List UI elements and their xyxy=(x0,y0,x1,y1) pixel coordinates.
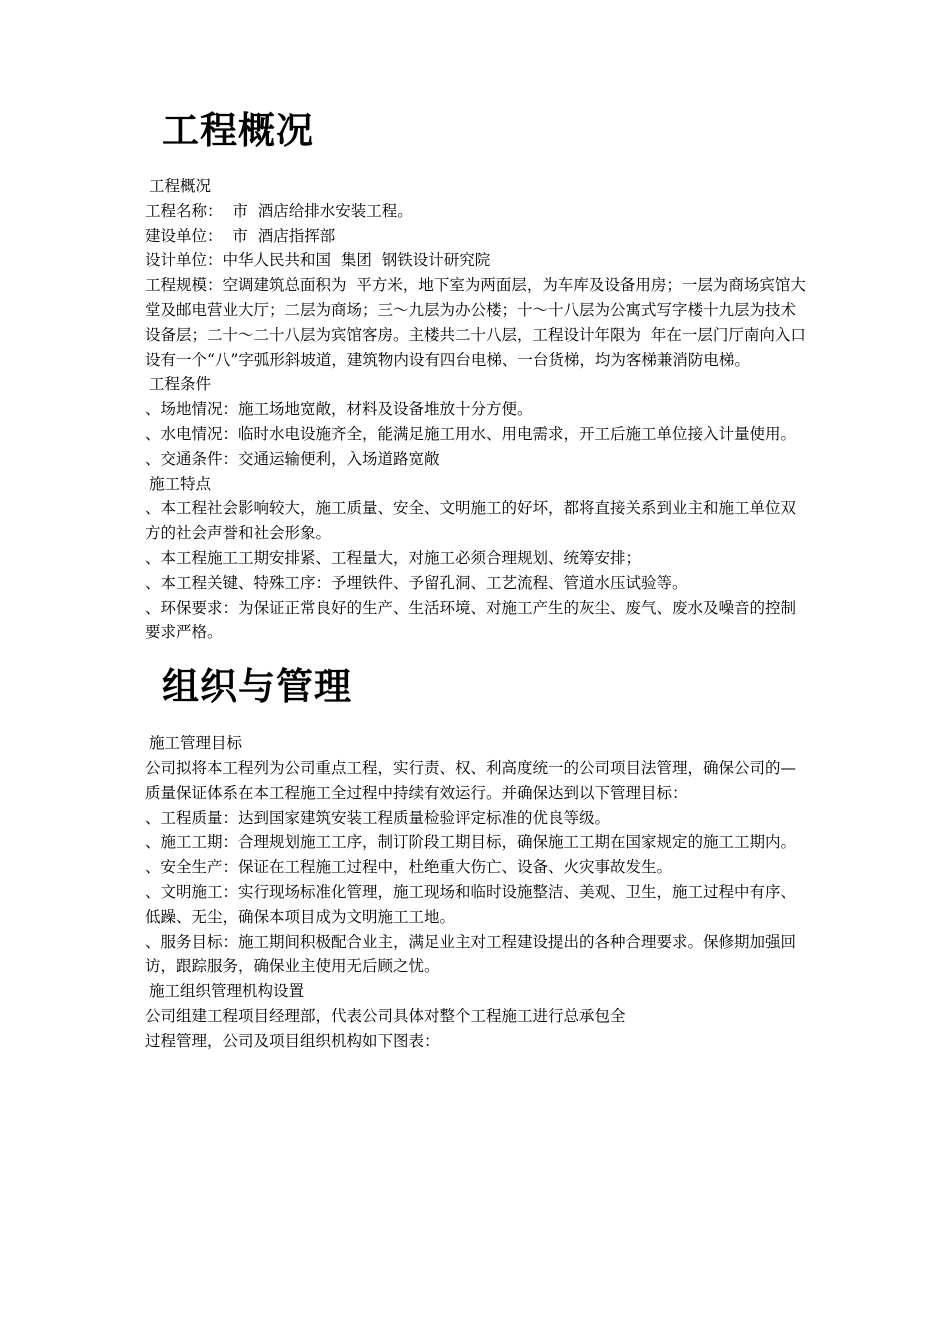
paragraph: 、环保要求：为保证正常良好的生产、生活环境、对施工产生的灰尘、废气、废水及噪音的控制要求严格。 xyxy=(145,598,797,642)
paragraph: 、服务目标：施工期间积极配合业主，满足业主对工程建设提出的各种合理要求。保修期加强回访，跟踪服务，确保业主使用无后顾之忧。 xyxy=(145,932,797,976)
paragraph: 公司组建工程项目经理部，代表公司具体对整个工程施工进行总承包全 xyxy=(145,1006,626,1025)
paragraph: 、本工程社会影响较大，施工质量、安全、文明施工的好坏，都将直接关系到业主和施工单位双方的社会声誉和社会形象。 xyxy=(145,499,797,543)
paragraph: 、文明施工：实行现场标准化管理，施工现场和临时设施整洁、美观、卫生，施工过程中有序、低躁、无尘，确保本项目成为文明施工工地。 xyxy=(145,882,797,926)
subheading: 施工管理目标 xyxy=(149,734,243,753)
paragraph: 、水电情况：临时水电设施齐全，能满足施工用水、用电需求，开工后施工单位接入计量使用。 xyxy=(145,424,797,443)
paragraph: 、本工程施工工期安排紧、工程量大，对施工必须合理规划、统筹安排； xyxy=(145,548,642,567)
paragraph: 工程规模：空调建筑总面积为 平方米，地下室为两面层，为车库及设备用房；一层为商场宾馆大堂及邮电营业大厅；二层为商场；三～九层为办公楼；十～十八层为公寓式写字楼十九层为技术设备层；二十～二十八层为宾馆客房。主楼共二十八层，工程设计年限为 年在一层门厅南向入口设有一个“八”字弧形斜坡道，建筑物内设有四台电梯、一台货梯，均为客梯兼消防电梯。 xyxy=(145,276,806,369)
paragraph: 、安全生产：保证在工程施工过程中，杜绝重大伤亡、设备、火灾事故发生。 xyxy=(145,858,673,877)
paragraph: 设计单位：中华人民共和国 集团 钢铁设计研究院 xyxy=(145,251,491,270)
paragraph: 公司拟将本工程列为公司重点工程，实行责、权、利高度统一的公司项目法管理，确保公司的— 质量保证体系在本工程施工全过程中持续有效运行。并确保达到以下管理目标： xyxy=(145,758,806,802)
subheading: 施工组织管理机构设置 xyxy=(149,982,305,1001)
paragraph: 、场地情况：施工场地宽敞，材料及设备堆放十分方便。 xyxy=(145,400,533,419)
paragraph: 、交通条件：交通运输便利，入场道路宽敞 xyxy=(145,449,440,468)
paragraph: 过程管理，公司及项目组织机构如下图表： xyxy=(145,1031,440,1050)
section-title-organization: 组织与管理 xyxy=(162,665,352,709)
paragraph: 工程名称： 市 酒店给排水安装工程。 xyxy=(145,201,413,220)
subheading: 工程概况 xyxy=(149,177,212,195)
subheading: 施工特点 xyxy=(149,474,212,493)
paragraph: 、本工程关键、特殊工序：予埋铁件、予留孔洞、工艺流程、管道水压试验等。 xyxy=(145,573,688,592)
section-body-organization xyxy=(145,731,810,1053)
document-page xyxy=(145,0,810,1054)
section-body-overview xyxy=(145,174,810,645)
paragraph: 、施工工期：合理规划施工工序，制订阶段工期目标，确保施工工期在国家规定的施工工期内。 xyxy=(145,833,797,852)
paragraph: 建设单位： 市 酒店指挥部 xyxy=(145,226,336,245)
subheading: 工程条件 xyxy=(149,375,212,394)
section-title-overview: 工程概况 xyxy=(162,109,314,152)
paragraph: 、工程质量：达到国家建筑安装工程质量检验评定标准的优良等级。 xyxy=(145,808,611,827)
